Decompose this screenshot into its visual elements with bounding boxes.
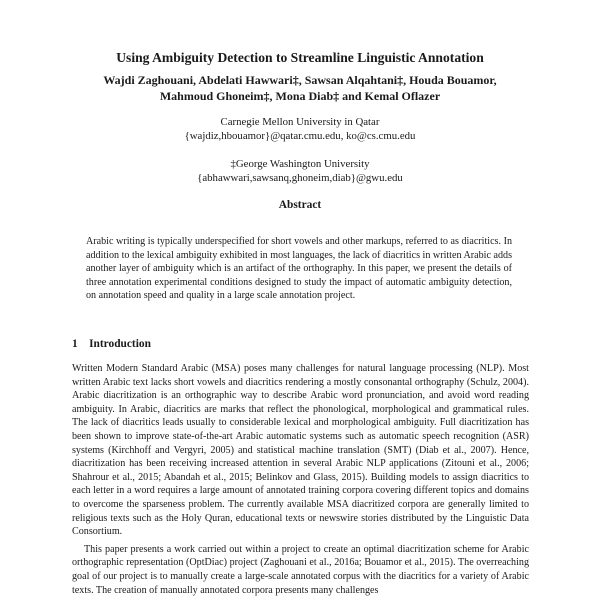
intro-paragraph-1: Written Modern Standard Arabic (MSA) poses many challenges for natural language processing (NLP). Most written Arabic text lacks short vowels and diacritics rendering a mostly consonantal orthography (Schulz, 2004). Arabic diacritization is an orthographic way to describe Arabic word pronunciation, and avoid word reading ambiguity. In Arabic, diacritics are marks that reflect the phonological, morphological and grammatical rules. The lack of diacritics leads usually to considerable lexical and morphological ambiguity. Full diacritization has been shown to improve state-of-the-art Arabic automatic systems such as automatic speech recognition (ASR) systems (Kirchhoff and Vergyri, 2005) and statistical machine translation (SMT) (Diab et al., 2007). Hence, diacritization has been receiving increased attention in several Arabic NLP applications (Zitouni et al., 2006; Shahrour et al., 2015; Abandah et al., 2015; Belinkov and Glass, 2015). Building models to assign diacritics to each letter in a word requires a large amount of annotated training corpora covering different topics and domains to overcome the sparseness problem. The currently available MSA diacritized corpora are generally limited to religious texts such as the Holy Quran, educational texts or newswire stories distributed by the Linguistic Data Consortium. [72, 363, 529, 538]
section-title: Introduction [89, 338, 151, 350]
paper-title: Using Ambiguity Detection to Streamline Linguistic Annotation [116, 50, 484, 65]
section-number: 1 [72, 338, 78, 350]
affiliation-2-emails: {abhawwari,sawsanq,ghoneim,diab}@gwu.edu [197, 172, 403, 184]
affiliation-1-emails: {wajdiz,hbouamor}@qatar.cmu.edu, ko@cs.cmu.edu [184, 130, 416, 142]
abstract-heading: Abstract [278, 199, 322, 211]
affiliation-2-name: ‡George Washington University [230, 158, 370, 170]
intro-paragraph-2: This paper presents a work carried out within a project to create an optimal diacritization scheme for Arabic orthographic representation (OptDiac) project (Zaghouani et al., 2016a; Bouamor et al., 2015). The overreaching goal of our project is to manually create a large-scale annotated corpus with the diacritics for a variety of Arabic texts. The creation of manually annotated corpora presents many challenges [72, 543, 529, 596]
introduction-body [72, 362, 529, 597]
authors-line-1: Wajdi Zaghouani, Abdelati Hawwari‡, Sawsan Alqahtani‡, Houda Bouamor, [103, 73, 497, 87]
affiliation-1-name: Carnegie Mellon University in Qatar [220, 116, 380, 128]
section-heading-introduction [72, 338, 151, 350]
authors-line-2: Mahmoud Ghoneim‡, Mona Diab‡ and Kemal Oflazer [159, 89, 441, 103]
abstract-text: Arabic writing is typically underspecified for short vowels and other markups, referred to as diacritics. In addition to the lexical ambiguity exhibited in most languages, the lack of diacritics in written Arabic adds another layer of ambiguity which is an artifact of the orthography. In this paper, we present the details of three annotation experimental conditions designed to study the impact of automatic ambiguity detection, on annotation speed and quality in a large scale annotation project. [86, 236, 512, 302]
